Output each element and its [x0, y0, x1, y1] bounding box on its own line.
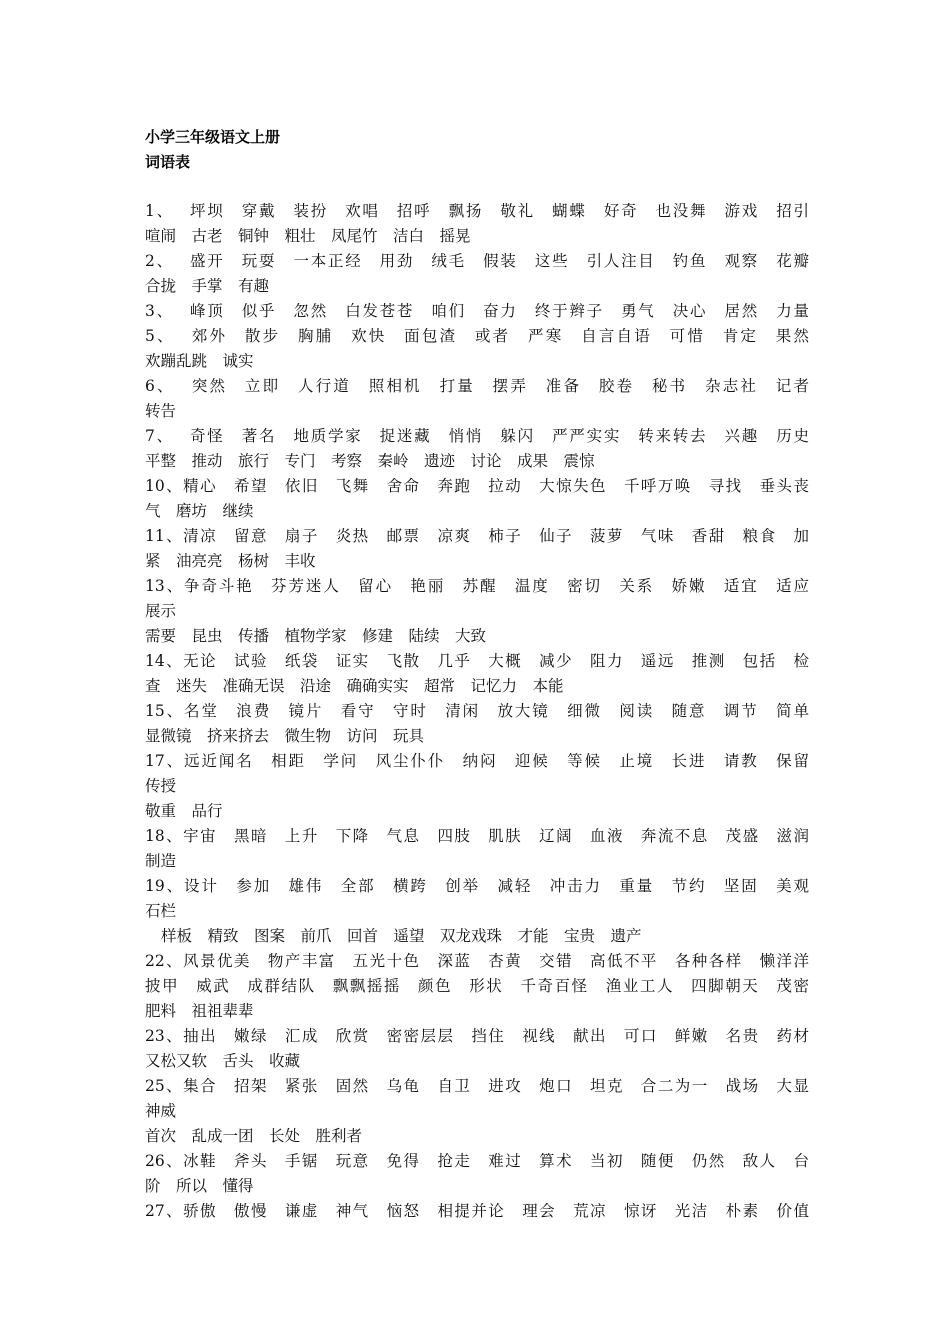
vocabulary-line: 27、骄傲 傲慢 谦虚 神气 恼怒 相提并论 理会 荒凉 惊讶 光洁 朴素 价值: [145, 1202, 809, 1220]
vocabulary-line: 展示: [145, 602, 177, 620]
vocabulary-line: 传授: [145, 777, 177, 795]
vocabulary-line: 26、冰鞋 斧头 手锯 玩意 免得 抢走 难过 算术 当初 随便 仍然 敌人 台: [145, 1152, 809, 1170]
vocabulary-line: 合拢 手掌 有趣: [145, 277, 270, 295]
vocabulary-line: 显微镜 挤来挤去 微生物 访问 玩具: [145, 727, 425, 745]
vocabulary-line: 5、 郊外 散步 胸脯 欢快 面包渣 或者 严寒 自言自语 可惜 肯定 果然: [145, 327, 809, 345]
vocabulary-line: 首次 乱成一团 长处 胜利者: [145, 1127, 363, 1145]
document-title: 小学三年级语文上册: [145, 128, 281, 146]
vocabulary-line: 敬重 品行: [145, 802, 223, 820]
vocabulary-line: 石栏: [145, 902, 177, 920]
vocabulary-line: 2、 盛开 玩耍 一本正经 用劲 绒毛 假装 这些 引人注目 钓鱼 观察 花瓣: [145, 252, 809, 270]
vocabulary-line: 查 迷失 准确无误 沿途 确确实实 超常 记忆力 本能: [145, 677, 564, 695]
vocabulary-line: 15、名堂 浪费 镜片 看守 守时 清闲 放大镜 细微 阅读 随意 调节 简单: [145, 702, 809, 720]
vocabulary-line: 样板 精致 图案 前爪 回首 遥望 双龙戏珠 才能 宝贵 遗产: [161, 927, 642, 945]
vocabulary-line: 又松又软 舌头 收藏: [145, 1052, 301, 1070]
vocabulary-line: 阶 所以 懂得: [145, 1177, 254, 1195]
vocabulary-line: 平整 推动 旅行 专门 考察 秦岭 遗迹 讨论 成果 震惊: [145, 452, 595, 470]
vocabulary-line: 转告: [145, 402, 177, 420]
vocabulary-line: 7、 奇怪 著名 地质学家 捉迷藏 悄悄 躲闪 严严实实 转来转去 兴趣 历史: [145, 427, 809, 445]
vocabulary-line: 18、宇宙 黑暗 上升 下降 气息 四肢 肌肤 辽阔 血液 奔流不息 茂盛 滋润: [145, 827, 809, 845]
vocabulary-line: 19、设计 参加 雄伟 全部 横跨 创举 减轻 冲击力 重量 节约 坚固 美观: [145, 877, 809, 895]
vocabulary-line: 23、抽出 嫩绿 汇成 欣赏 密密层层 挡住 视线 献出 可口 鲜嫩 名贵 药材: [145, 1027, 809, 1045]
document-subtitle: 词语表: [145, 153, 191, 171]
vocabulary-line: 需要 昆虫 传播 植物学家 修建 陆续 大致: [145, 627, 487, 645]
vocabulary-line: 1、 坪坝 穿戴 装扮 欢唱 招呼 飘扬 敬礼 蝴蝶 好奇 也没舞 游戏 招引: [145, 202, 809, 220]
vocabulary-line: 10、精心 希望 依旧 飞舞 舍命 奔跑 拉动 大惊失色 千呼万唤 寻找 垂头丧: [145, 477, 809, 495]
vocabulary-line: 肥料 祖祖辈辈: [145, 1002, 254, 1020]
blank-line: [145, 175, 809, 199]
vocabulary-line: 14、无论 试验 纸袋 证实 飞散 几乎 大概 减少 阻力 遥远 推测 包括 检: [145, 652, 809, 670]
vocabulary-line: 13、争奇斗艳 芬芳迷人 留心 艳丽 苏醒 温度 密切 关系 娇嫩 适宜 适应: [145, 577, 809, 595]
document-page: [145, 125, 809, 1224]
vocabulary-line: 6、 突然 立即 人行道 照相机 打量 摆弄 准备 胶卷 秘书 杂志社 记者: [145, 377, 809, 395]
vocabulary-line: 制造: [145, 852, 177, 870]
vocabulary-line: 22、风景优美 物产丰富 五光十色 深蓝 杏黄 交错 高低不平 各种各样 懒洋洋: [145, 952, 809, 970]
vocabulary-line: 17、远近闻名 相距 学问 风尘仆仆 纳闷 迎候 等候 止境 长进 请教 保留: [145, 752, 809, 770]
vocabulary-line: 25、集合 招架 紧张 固然 乌龟 自卫 进攻 炮口 坦克 合二为一 战场 大显: [145, 1077, 809, 1095]
vocabulary-line: 11、清凉 留意 扇子 炎热 邮票 凉爽 柿子 仙子 菠萝 气味 香甜 粮食 加: [145, 527, 809, 545]
vocabulary-line: 神威: [145, 1102, 177, 1120]
vocabulary-line: 欢蹦乱跳 诚实: [145, 352, 254, 370]
vocabulary-line: 紧 油亮亮 杨树 丰收: [145, 552, 316, 570]
vocabulary-line: 喧闹 古老 铜钟 粗壮 凤尾竹 洁白 摇晃: [145, 227, 471, 245]
vocabulary-line: 气 磨坊 继续: [145, 502, 254, 520]
vocabulary-list: [145, 199, 809, 1224]
vocabulary-line: 披甲 威武 成群结队 飘飘摇摇 颜色 形状 千奇百怪 渔业工人 四脚朝天 茂密: [145, 977, 809, 995]
vocabulary-line: 3、 峰顶 似乎 忽然 白发苍苍 咱们 奋力 终于辫子 勇气 决心 居然 力量: [145, 302, 809, 320]
